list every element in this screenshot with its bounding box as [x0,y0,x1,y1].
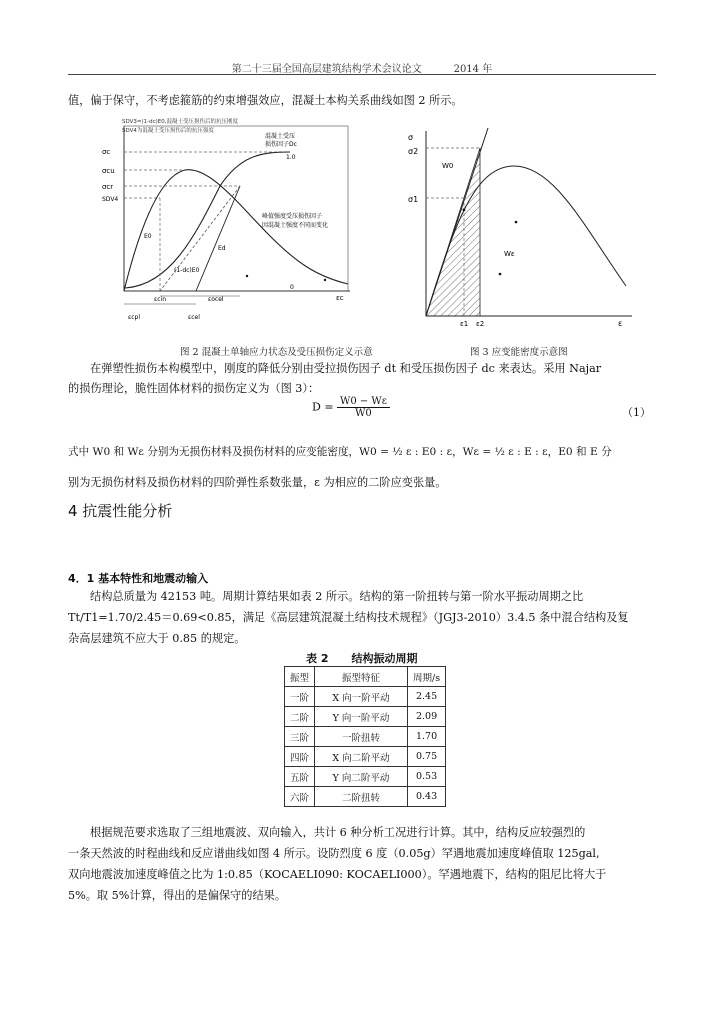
fig2-label-sigma-cu: σcu [102,167,115,175]
table-2-number: 表 2 [306,652,329,665]
fig2-legend1: SDV3=(1-dc)E0,混凝土受压损伤后的抗压刚度 [122,119,239,125]
fig3-label-w0: W0 [442,162,454,170]
fig2-eps-el1: εocel [208,296,224,303]
fig2-label-dc-top: 混凝土受压 [265,133,296,140]
header-cell: 振型特征 [315,667,408,687]
fig2-note1: 峰值强度受压损伤因子 [262,213,323,220]
para2-line1-b: W0 = ½ ε : E0 : ε，Wε = ½ ε : E : ε，E0 和 E 分 [359,446,612,458]
fig2-label-zero: 0 [290,284,294,291]
feature-cell: 二阶扭转 [315,787,408,807]
period-table [284,666,446,807]
figure-2-caption: 图 2 混凝土单轴应力状态及受压损伤定义示意 [180,347,373,358]
para3-line1: 结构总质量为 42153 吨。周期计算结果如表 2 所示。结构的第一阶扭转与第一阶水平振动周期之比 [90,590,584,603]
fig2-label-e0: E0 [144,233,152,240]
header-cell: 周期/s [408,667,446,687]
figure-3-svg [404,126,636,331]
mode-cell: 四阶 [285,747,315,767]
fig2-damage-curve [124,152,290,288]
fig3-dot1 [515,221,518,224]
section-4-1-title: 4．1 基本特性和地震动输入 [68,572,209,585]
fig3-dot3 [463,209,466,212]
feature-cell: Y 向一阶平动 [315,707,408,727]
header-title: 第二十三届全国高层建筑结构学术会议论文 [231,64,422,75]
feature-cell: Y 向二阶平动 [315,767,408,787]
section-4-title: 4 抗震性能分析 [68,502,173,520]
table-row [285,707,446,727]
mode-cell: 一阶 [285,687,315,707]
para2-line1-a: 式中 W0 和 Wε 分别为无损伤材料及损伤材料的应变能密度， [68,446,360,458]
header-rule [68,74,656,75]
table-header-row [285,667,446,687]
figure-3 [404,126,636,335]
feature-cell: 一阶扭转 [315,727,408,747]
mode-cell: 六阶 [285,787,315,807]
fig3-label-sigma1: σ1 [408,195,419,204]
mode-cell: 五阶 [285,767,315,787]
equation-fraction [337,396,390,419]
para4-line3: 双向地震波加速度峰值之比为 1:0.85（KOCAELI090: KOCAELI000）。罕遇地震下，结构的阻尼比将大于 [68,868,607,881]
mode-cell: 二阶 [285,707,315,727]
fig2-label-dc-bottom: 损伤因子Dc [265,141,297,148]
para1-line2: 的损伤理论，脆性固体材料的损伤定义为（图 3）： [68,382,320,395]
fig2-legend2: SDV4为混凝土受压损伤后的抗压强度 [122,128,214,134]
header-year: 2014 年 [453,64,493,75]
para2-line1 [68,442,656,463]
fig2-label-ec: εc [336,294,344,302]
fig3-label-eps: ε [618,319,623,328]
fig3-label-e1: ε1 [460,320,469,328]
equation-number: （1） [622,406,651,419]
header-cell: 振型 [285,667,315,687]
fig2-stress-curve [124,170,348,291]
fig3-label-sigma: σ [408,133,414,142]
fig2-e0-dash [160,186,240,291]
fig2-eps-in: εcin [154,296,167,303]
feature-cell: X 向一阶平动 [315,687,408,707]
period-cell: 0.75 [408,747,446,767]
figure-2 [100,116,370,330]
equation-lhs: D = [312,400,334,414]
intro-line: 值，偏于保守，不考虑箍筋的约束增强效应，混凝土本构关系曲线如图 2 所示。 [68,94,463,107]
fig2-eps-pl: εcpl [128,314,141,321]
mode-cell: 三阶 [285,727,315,747]
table-row [285,747,446,767]
equation-numerator: W0 − Wε [337,396,390,408]
para4-line2: 一条天然波的时程曲线和反应谱曲线如图 4 所示。设防烈度 6 度（0.05g）罕遇地震加速度峰值取 125gal, [68,847,600,860]
para4-line1: 根据规范要求选取了三组地震波、双向输入，共计 6 种分析工况进行计算。其中，结构反应较强烈的 [90,826,586,839]
fig2-dot2 [324,279,326,281]
para3-line2: Tt/T1=1.70/2.45＝0.69<0.85，满足《高层建筑混凝土结构技术规程》（JGJ3-2010）3.4.5 条中混合结构及复 [68,611,629,624]
period-cell: 0.43 [408,787,446,807]
fig2-dot1 [246,275,248,277]
table-2-caption [306,650,417,666]
fig2-label-1dce0: (1-dc)E0 [174,267,200,274]
fig2-label-sigma-cr: σcr [102,183,114,191]
fig2-frame [124,126,348,291]
fig2-label-sdv4: SDV4 [102,196,119,203]
figure-2-svg [100,116,370,326]
equation-1 [312,396,390,419]
period-cell: 1.70 [408,727,446,747]
fig2-label-one: 1.0 [286,154,296,161]
table-row [285,687,446,707]
feature-cell: X 向二阶平动 [315,747,408,767]
fig2-unload-line [196,186,240,291]
table-2-title: 结构振动周期 [351,652,418,665]
fig2-label-sigma-c: σc [102,148,111,156]
fig3-label-we: Wε [504,250,515,258]
fig3-label-sigma2: σ2 [408,147,419,156]
equation-denominator: W0 [355,408,372,419]
period-cell: 2.45 [408,687,446,707]
para2-line2: 别为无损伤材料及损伤材料的四阶弹性系数张量，ε 为相应的二阶应变张量。 [68,476,447,489]
table-row [285,787,446,807]
table-row [285,727,446,747]
running-header [0,60,724,75]
table-row [285,767,446,787]
fig2-note2: 因混凝土强度不同而变化 [262,222,329,229]
period-cell: 2.09 [408,707,446,727]
para3-line3: 杂高层建筑不应大于 0.85 的规定。 [68,632,246,645]
figure-3-caption: 图 3 应变能密度示意图 [470,347,568,358]
fig3-label-e2: ε2 [476,320,485,328]
fig3-dot2 [499,273,502,276]
para4-line4: 5%。取 5%计算，得出的是偏保守的结果。 [68,889,287,902]
table-2 [284,666,446,807]
period-cell: 0.53 [408,767,446,787]
fig2-eps-el2: εcel [188,314,200,321]
fig2-label-ed: Ed [218,245,226,252]
para1-line1: 在弹塑性损伤本构模型中，刚度的降低分别由受拉损伤因子 dt 和受压损伤因子 dc 来表达。采用 Najar [90,362,602,375]
